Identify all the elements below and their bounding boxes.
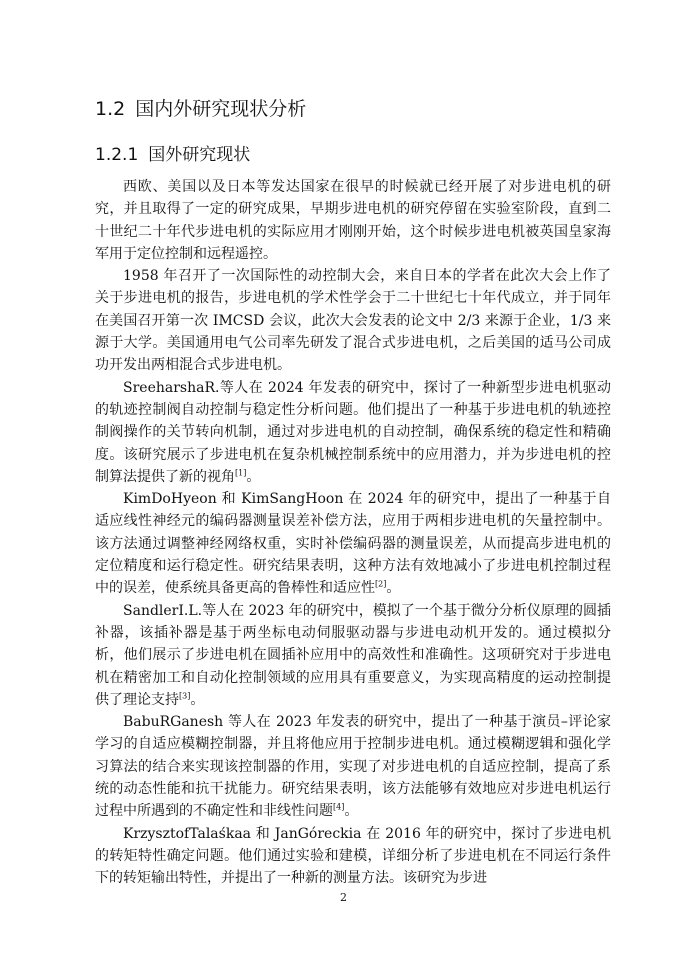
- paragraph-tail: 。: [344, 803, 359, 820]
- paragraph-text: 1958 年召开了一次国际性的动控制大会，来自日本的学者在此次大会上作了关于步进电机的报告，步进电机的学术性学会于二十世纪七十年代成立，并于同年在美国召开第一次 IMCSD 会议，此次大会发表的论文中 2/3 来源于企业，1/3 来源于大学。美国通用电气公司率先研发了混合式步进电机，之后美国的适马公司成功开发出两相混合式步进电机。: [95, 268, 611, 374]
- paragraph-3: [95, 377, 611, 488]
- paragraph-text: SandlerI.L.等人在 2023 年的研究中，模拟了一个基于微分分析仪原理的圆插补器，该插补器是基于两坐标电动伺服驱动器与步进电动机开发的。通过模拟分析，他们展示了步进电机在圆插补应用中的高效性和准确性。这项研究对于步进电机在精密加工和自动化控制领域的应用具有重要意义，为实现高精度的运动控制提供了理论支持: [95, 602, 611, 708]
- paragraph-text: KrzysztofTalaśkaa 和 JanGóreckia 在 2016 年的研究中，探讨了步进电机的转矩特性确定问题。他们通过实验和建模，详细分析了步进电机在不同运行条件下的转矩输出特性，并提出了一种新的测量方法。该研究为步进: [95, 825, 611, 887]
- citation-ref: [2]: [375, 579, 387, 589]
- paragraph-tail: 。: [190, 691, 205, 708]
- paragraph-1: [95, 176, 611, 265]
- paragraph-5: [95, 600, 611, 711]
- paragraph-text: BabuRGanesh 等人在 2023 年发表的研究中，提出了一种基于演员–评论家学习的自适应模糊控制器，并且将他应用于控制步进电机。通过模糊逻辑和强化学习算法的结合来实现该控制器的作用，实现了对步进电机的自适应控制，提高了系统的动态性能和抗干扰能力。研究结果表明，该方法能够有效地应对步进电机运行过程中所遇到的不确定性和非线性问题: [95, 714, 611, 820]
- section-heading: [95, 96, 306, 122]
- paragraph-4: [95, 488, 611, 599]
- subsection-number: 1.2.1: [95, 145, 139, 165]
- paragraph-text: KimDoHyeon 和 KimSangHoon 在 2024 年的研究中，提出了一种基于自适应线性神经元的编码器测量误差补偿方法，应用于两相步进电机的矢量控制中。该方法通过调整神经网络权重，实时补偿编码器的测量误差，从而提高步进电机的定位精度和运行稳定性。研究结果表明，这种方法有效地减小了步进电机控制过程中的误差，使系统具备更高的鲁棒性和适应性: [95, 491, 611, 597]
- paragraph-tail: 。: [246, 468, 261, 485]
- citation-ref: [3]: [179, 691, 191, 701]
- paragraph-2: [95, 265, 611, 376]
- section-title: 国内外研究现状分析: [135, 98, 307, 120]
- paragraph-7: [95, 823, 611, 890]
- body-text: [95, 176, 611, 890]
- subsection-title: 国外研究现状: [148, 145, 251, 165]
- page-number: 2: [340, 891, 347, 904]
- citation-ref: [1]: [235, 468, 247, 478]
- citation-ref: [4]: [333, 802, 345, 812]
- paragraph-tail: 。: [386, 580, 401, 597]
- paragraph-6: [95, 711, 611, 822]
- paragraph-text: SreeharshaR.等人在 2024 年发表的研究中，探讨了一种新型步进电机驱动的轨迹控制阀自动控制与稳定性分析问题。他们提出了一种基于步进电机的轨迹控制阀操作的关节转向机制，通过对步进电机的自动控制，确保系统的稳定性和精确度。该研究展示了步进电机在复杂机械控制系统中的应用潜力，并为步进电机的控制算法提供了新的视角: [95, 379, 611, 485]
- paragraph-text: 西欧、美国以及日本等发达国家在很早的时候就已经开展了对步进电机的研究，并且取得了一定的研究成果，早期步进电机的研究停留在实验室阶段，直到二十世纪二十年代步进电机的实际应用才刚刚开始，这个时候步进电机被英国皇家海军用于定位控制和远程遥控。: [95, 179, 611, 262]
- subsection-heading: [95, 143, 250, 167]
- section-number: 1.2: [95, 98, 126, 120]
